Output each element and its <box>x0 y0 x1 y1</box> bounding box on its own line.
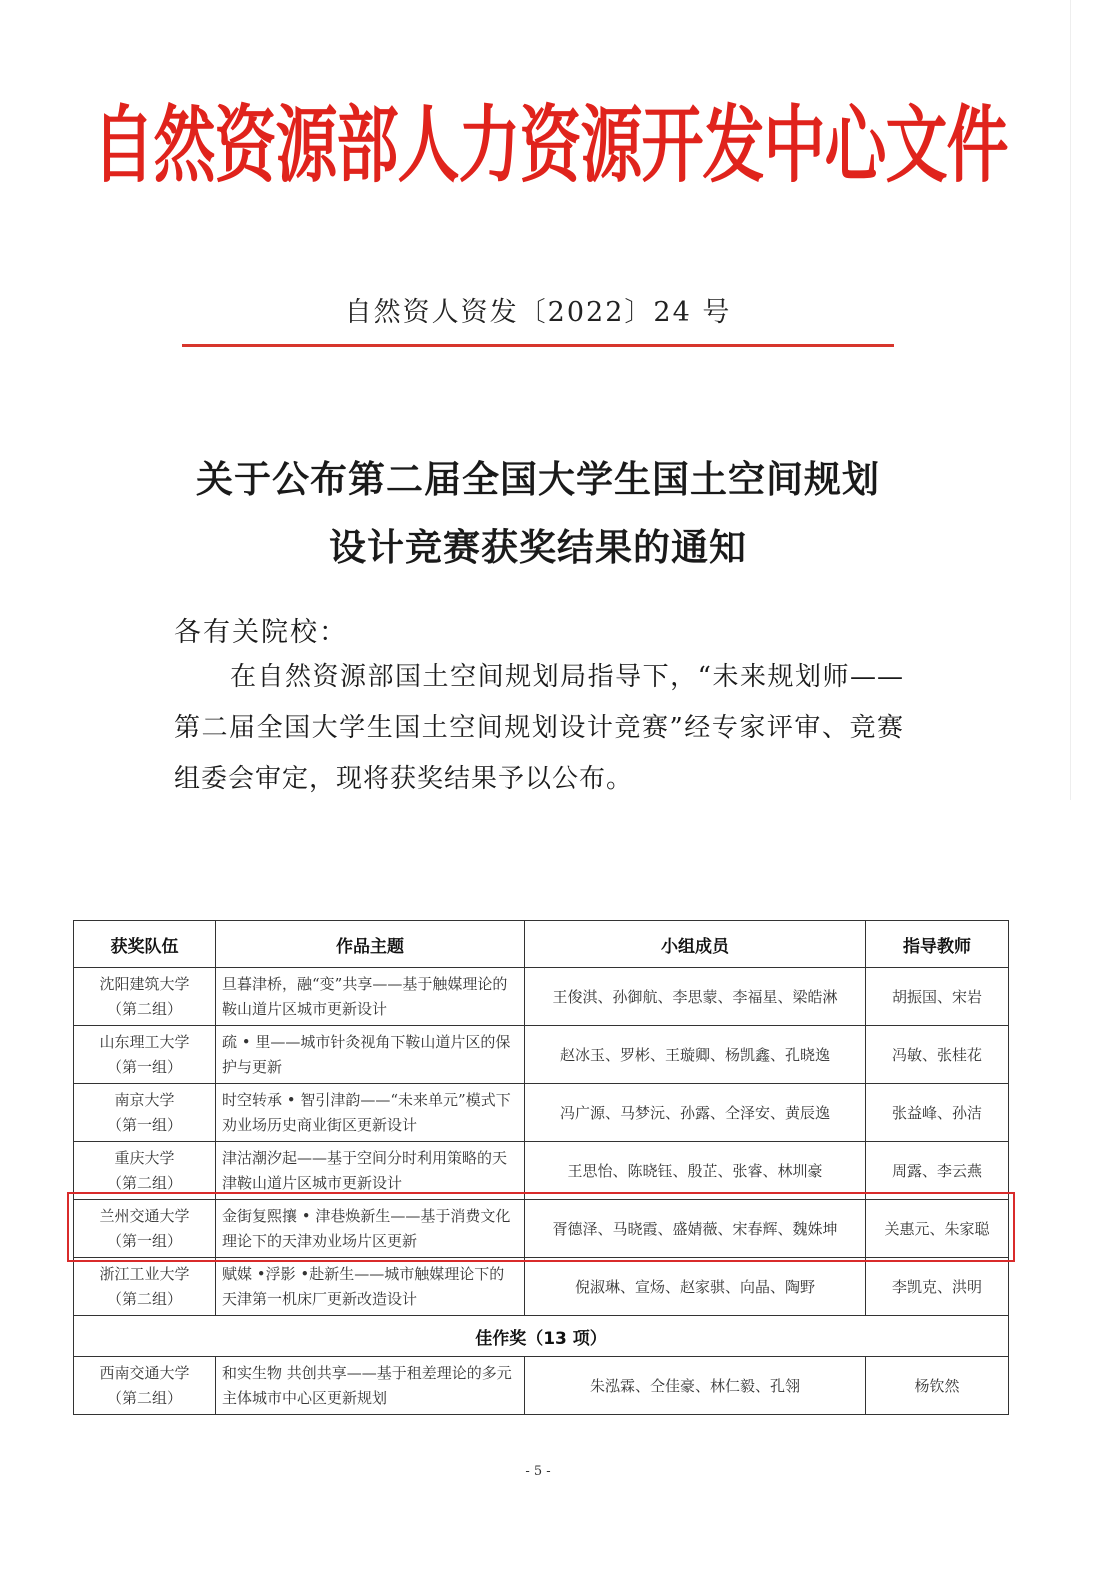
table-row <box>74 968 1009 1026</box>
advisors-cell: 周露、李云燕 <box>866 1142 1009 1200</box>
notice-title-line-1: 关于公布第二届全国大学生国土空间规划 <box>196 457 880 501</box>
team-name: 重庆大学 <box>114 1148 175 1167</box>
team-group: （第二组） <box>106 1289 182 1308</box>
team-cell <box>74 1357 216 1415</box>
section-header-row <box>74 1316 1009 1357</box>
table-row <box>74 1357 1009 1415</box>
salutation: 各有关院校： <box>174 617 348 648</box>
team-cell <box>74 1084 216 1142</box>
advisors-cell: 张益峰、孙洁 <box>866 1084 1009 1142</box>
members-cell: 冯广源、马梦沅、孙露、仝泽安、黄辰逸 <box>525 1084 866 1142</box>
team-cell <box>74 1258 216 1316</box>
document-header-title: 自然资源部人力资源开发中心文件 <box>92 95 1008 195</box>
topic-cell: 和实生物 共创共享——基于租差理论的多元主体城市中心区更新规划 <box>216 1357 525 1415</box>
notice-title-line-2: 设计竞赛获奖结果的通知 <box>329 525 747 569</box>
team-group: （第二组） <box>106 1173 182 1192</box>
team-name: 南京大学 <box>114 1090 175 1109</box>
team-name: 山东理工大学 <box>99 1032 190 1051</box>
header-team: 获奖队伍 <box>74 921 216 968</box>
table-row <box>74 1258 1009 1316</box>
advisors-cell: 杨钦然 <box>866 1357 1009 1415</box>
team-name: 西南交通大学 <box>99 1363 190 1382</box>
advisors-cell: 胡振国、宋岩 <box>866 968 1009 1026</box>
team-group: （第一组） <box>106 1231 182 1250</box>
advisors-cell: 关惠元、朱家聪 <box>866 1200 1009 1258</box>
team-cell <box>74 1026 216 1084</box>
members-cell: 胥德泽、马晓霞、盛婧薇、宋春辉、魏姝坤 <box>525 1200 866 1258</box>
advisors-cell: 李凯克、洪明 <box>866 1258 1009 1316</box>
header-members: 小组成员 <box>525 921 866 968</box>
highlight-box <box>67 1192 1015 1262</box>
members-cell: 朱泓霖、仝佳豪、林仁毅、孔翎 <box>525 1357 866 1415</box>
topic-cell: 津沽潮汐起——基于空间分时利用策略的天津鞍山道片区城市更新设计 <box>216 1142 525 1200</box>
team-name: 沈阳建筑大学 <box>99 974 190 993</box>
team-cell <box>74 968 216 1026</box>
topic-cell: 疏 • 里——城市针灸视角下鞍山道片区的保护与更新 <box>216 1026 525 1084</box>
team-group: （第二组） <box>106 1388 182 1407</box>
table-header-row <box>74 921 1009 968</box>
team-name: 浙江工业大学 <box>99 1264 190 1283</box>
topic-cell: 时空转承 • 智引津韵——“未来单元”模式下劝业场历史商业街区更新设计 <box>216 1084 525 1142</box>
members-cell: 王思怡、陈晓钰、殷芷、张睿、林圳豪 <box>525 1142 866 1200</box>
members-cell: 倪淑琳、宣炀、赵家骐、向晶、陶野 <box>525 1258 866 1316</box>
header-advisors: 指导教师 <box>866 921 1009 968</box>
team-name: 兰州交通大学 <box>99 1206 190 1225</box>
notice-body-text: 在自然资源部国土空间规划局指导下，“未来规划师——第二届全国大学生国土空间规划设计竞赛”经专家评审、竞赛组委会审定，现将获奖结果予以公布。 <box>174 662 904 794</box>
team-group: （第一组） <box>106 1057 182 1076</box>
table-row <box>74 1026 1009 1084</box>
topic-cell: 金街复熙攘 • 津巷焕新生——基于消费文化理论下的天津劝业场片区更新 <box>216 1200 525 1258</box>
table-row <box>74 1142 1009 1200</box>
page-number: - 5 - <box>525 1464 551 1479</box>
advisors-cell: 冯敏、张桂花 <box>866 1026 1009 1084</box>
awards-table <box>73 920 1009 1415</box>
red-divider-line <box>182 344 894 347</box>
members-cell: 王俊淇、孙御航、李思蒙、李福星、梁皓淋 <box>525 968 866 1026</box>
table-row <box>74 1084 1009 1142</box>
section-label: 佳作奖（13 项） <box>74 1316 1009 1357</box>
topic-cell: 赋媒 •浮影 •赴新生——城市触媒理论下的天津第一机床厂更新改造设计 <box>216 1258 525 1316</box>
team-cell <box>74 1142 216 1200</box>
notice-title <box>0 445 1076 581</box>
document-number: 自然资人资发〔2022〕24 号 <box>344 297 732 328</box>
header-topic: 作品主题 <box>216 921 525 968</box>
topic-cell: 旦暮津桥，融“变”共享——基于触媒理论的鞍山道片区城市更新设计 <box>216 968 525 1026</box>
team-group: （第二组） <box>106 999 182 1018</box>
team-group: （第一组） <box>106 1115 182 1134</box>
members-cell: 赵冰玉、罗彬、王璇卿、杨凯鑫、孔晓逸 <box>525 1026 866 1084</box>
